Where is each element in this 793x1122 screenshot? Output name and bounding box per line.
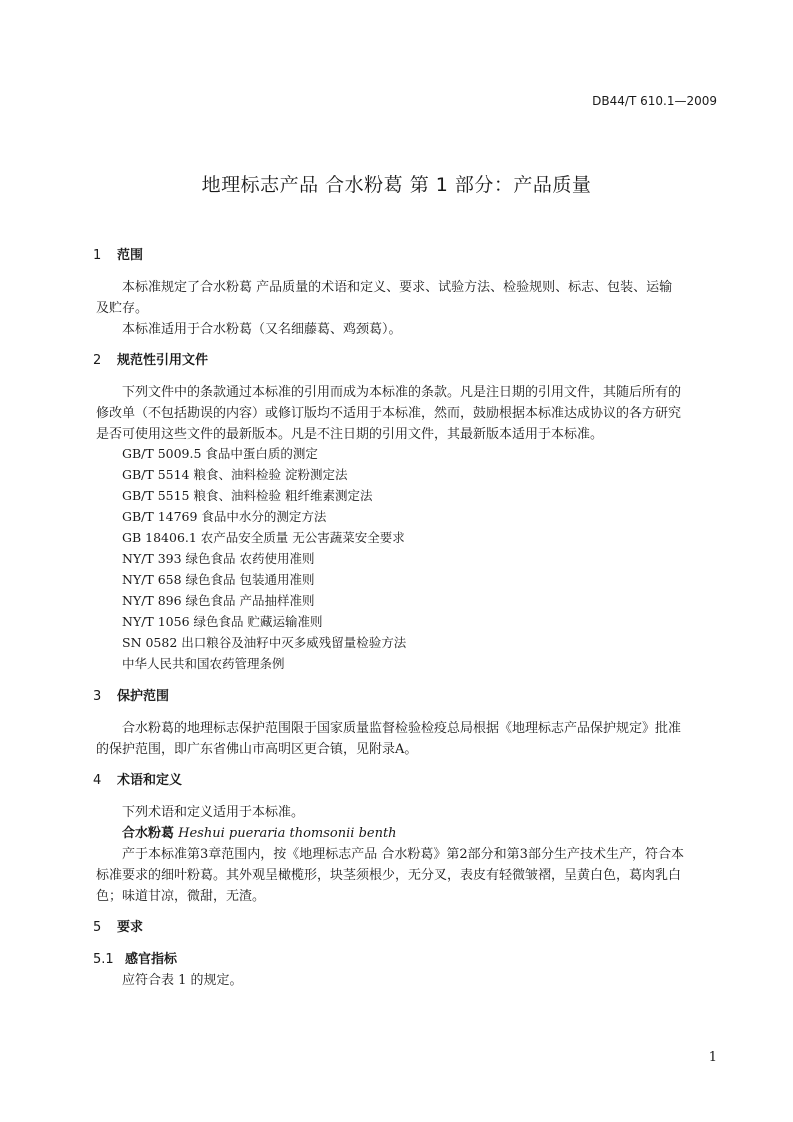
page-number: 1 — [708, 1050, 717, 1065]
term-entry — [122, 822, 397, 841]
reference-item: GB/T 5009.5 食品中蛋白质的测定 — [122, 446, 318, 461]
protection-line-1: 合水粉葛的地理标志保护范围限于国家质量监督检验检疫总局根据《地理标志产品保护规定》批准 — [122, 721, 682, 736]
reference-item: SN 0582 出口粮谷及油籽中灭多威残留量检验方法 — [122, 635, 407, 650]
page-title: 地理标志产品 合水粉葛 第 1 部分：产品质量 — [201, 174, 592, 196]
sensory-text: 应符合表 1 的规定。 — [122, 973, 243, 988]
term-chinese: 合水粉葛 — [122, 826, 175, 841]
section-heading-requirements: 5 要求 — [93, 920, 144, 935]
normative-line-2: 修改单（不包括勘误的内容）或修订版均不适用于本标准，然而，鼓励根据本标准达成协议的各方研究 — [96, 406, 682, 421]
normative-line-1: 下列文件中的条款通过本标准的引用而成为本标准的条款。凡是注日期的引用文件，其随后所有的 — [122, 385, 682, 400]
reference-item: GB 18406.1 农产品安全质量 无公害蔬菜安全要求 — [122, 530, 405, 545]
scope-line-2: 及贮存。 — [96, 301, 149, 316]
term-english: Heshui pueraria thomsonii benth — [178, 826, 397, 841]
section-heading-scope: 1 范围 — [93, 248, 144, 263]
normative-line-3: 是否可使用这些文件的最新版本。凡是不注日期的引用文件，其最新版本适用于本标准。 — [96, 427, 604, 442]
reference-item: NY/T 896 绿色食品 产品抽样准则 — [122, 593, 315, 608]
subsection-heading-sensory: 5.1 感官指标 — [93, 952, 178, 967]
scope-line-1: 本标准规定了合水粉葛 产品质量的术语和定义、要求、试验方法、检验规则、标志、包装、运输 — [122, 280, 673, 295]
terms-def-line-2: 标准要求的细叶粉葛。其外观呈橄榄形，块茎须根少，无分叉，表皮有轻微皱褶，呈黄白色，葛肉乳白 — [96, 868, 682, 883]
reference-item: 中华人民共和国农药管理条例 — [122, 656, 285, 671]
section-heading-normative: 2 规范性引用文件 — [93, 353, 209, 368]
reference-item: GB/T 5515 粮食、油料检验 粗纤维素测定法 — [122, 488, 373, 503]
terms-intro: 下列术语和定义适用于本标准。 — [122, 805, 305, 820]
section-heading-terms: 4 术语和定义 — [93, 773, 183, 788]
protection-line-2: 的保护范围，即广东省佛山市高明区更合镇，见附录A。 — [96, 742, 418, 757]
reference-item: NY/T 393 绿色食品 农药使用准则 — [122, 551, 315, 566]
section-heading-protection: 3 保护范围 — [93, 689, 170, 704]
reference-item: GB/T 14769 食品中水分的测定方法 — [122, 509, 327, 524]
terms-def-line-3: 色；味道甘凉，微甜，无渣。 — [96, 889, 266, 904]
scope-line-3: 本标准适用于合水粉葛（又名细藤葛、鸡颈葛）。 — [122, 322, 402, 337]
reference-item: GB/T 5514 粮食、油料检验 淀粉测定法 — [122, 467, 348, 482]
terms-def-line-1: 产于本标准第3章范围内，按《地理标志产品 合水粉葛》第2部分和第3部分生产技术生产，符合本 — [122, 847, 684, 862]
document-number: DB44/T 610.1—2009 — [592, 94, 717, 108]
reference-item: NY/T 1056 绿色食品 贮藏运输准则 — [122, 614, 323, 629]
reference-item: NY/T 658 绿色食品 包装通用准则 — [122, 572, 315, 587]
